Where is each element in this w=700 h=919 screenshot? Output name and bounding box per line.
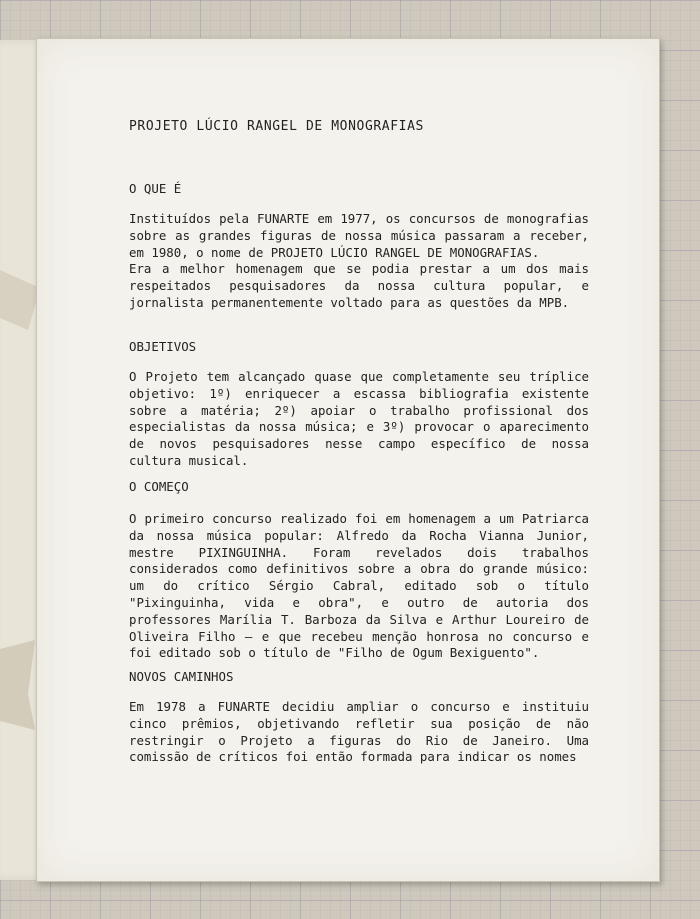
document-title: PROJETO LÚCIO RANGEL DE MONOGRAFIAS: [129, 119, 424, 134]
section-text-o-comeco: O primeiro concurso realizado foi em homenagem a um Patriarca da nossa música popular: Alfredo da Rocha Vianna Junior, mestre PIXINGUINHA. Foram revelados dois trabalhos considerados como definitivos sobre a obra do grande músico: um do crítico Sérgio Cabral, editado sob o título "Pixinguinha, vida e obra", e outro de autoria dos professores Marília T. Barboza da Silva e Arthur Loureiro de Oliveira Filho — e que recebeu menção honrosa no concurso e foi editado sob o título de "Filho de Ogum Bexiguento".: [129, 511, 589, 661]
section-text-o-que-e: Instituídos pela FUNARTE em 1977, os concursos de monografias sobre as grandes figuras de nossa música passaram a receber, em 1980, o nome de PROJETO LÚCIO RANGEL DE MONOGRAFIAS. Era a melhor homenagem que se podia prestar a um dos mais respeitados pesquisadores da nossa cultura popular, e jornalista permanentemente voltado para as questões da MPB.: [129, 211, 589, 310]
section-text-objetivos: O Projeto tem alcançado quase que completamente seu tríplice objetivo: 1º) enriquecer a escassa bibliografia existente sobre a matéria; 2º) apoiar o trabalho profissional dos especialistas da nossa música; e 3º) provocar o aparecimento de novos pesquisadores nesse campo específico de nossa cultura musical.: [129, 369, 589, 468]
paper-tear: [0, 640, 35, 730]
document-page: [36, 38, 660, 882]
section-heading-o-que-e: O QUE É: [129, 181, 182, 196]
paper-tear: [0, 270, 40, 330]
section-text-novos-caminhos: Em 1978 a FUNARTE decidiu ampliar o concurso e instituiu cinco prêmios, objetivando refletir sua posição de não restringir o Projeto a figuras do Rio de Janeiro. Uma comissão de críticos foi então formada para indicar os nomes: [129, 699, 589, 765]
section-heading-o-comeco: O COMEÇO: [129, 479, 189, 494]
section-heading-objetivos: OBJETIVOS: [129, 339, 197, 354]
section-heading-novos-caminhos: NOVOS CAMINHOS: [129, 669, 234, 684]
